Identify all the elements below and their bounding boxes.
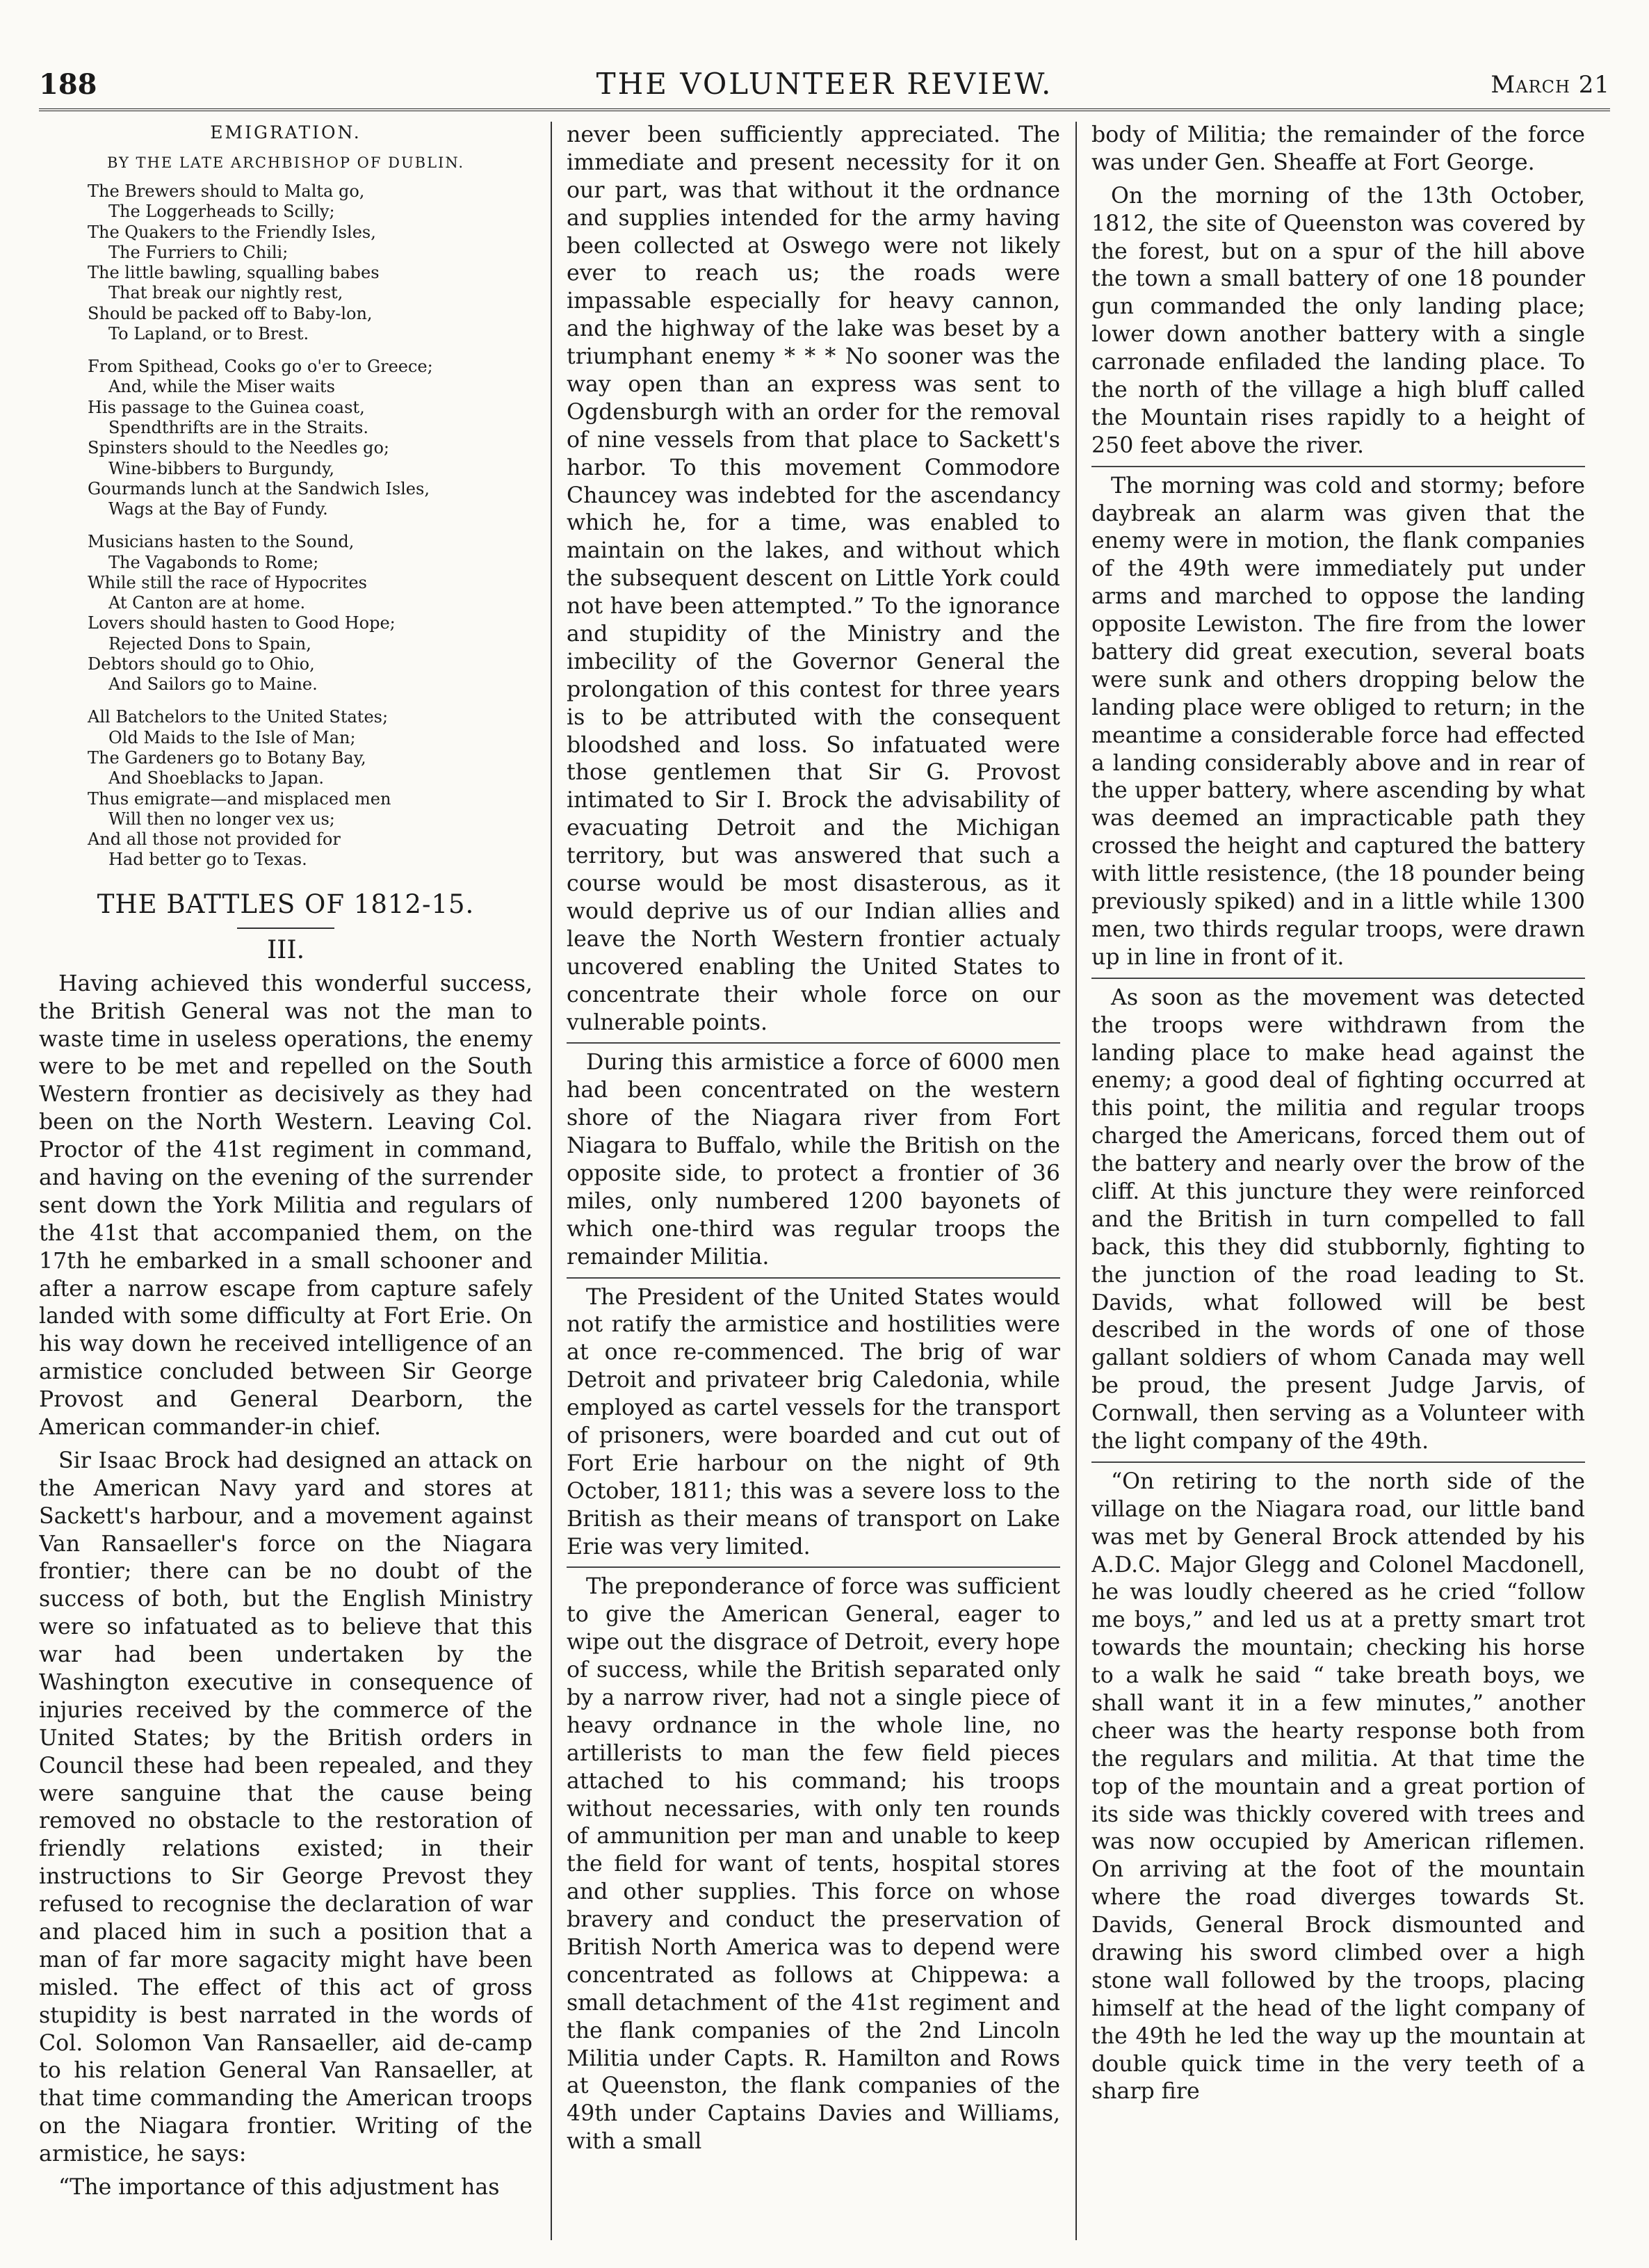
- poem-line: His passage to the Guinea coast,: [88, 397, 365, 417]
- poem-line: To Lapland, or to Brest.: [108, 323, 309, 343]
- poem-line: Thus emigrate—and misplaced men: [88, 788, 391, 809]
- poem-line: Wine-bibbers to Burgundy,: [108, 458, 335, 478]
- poem-line: Spendthrifts are in the Straits.: [108, 418, 368, 437]
- page-number: 188: [39, 68, 97, 101]
- poem-line: Will then no longer vex us;: [108, 809, 335, 829]
- poem-line: And Shoeblacks to Japan.: [108, 768, 325, 788]
- poem-line: Musicians hasten to the Sound,: [88, 532, 355, 552]
- poem-line: The Quakers to the Friendly Isles,: [88, 222, 376, 242]
- poem-stanza: [39, 532, 533, 695]
- column-divider: [551, 122, 552, 2240]
- article-paragraph: “On retiring to the north side of the village on the Niagara road, our little band was met by General Brock attended by his A.D.C. Major Glegg and Colonel Macdonell, he was loudly cheered as he cried “follow me boys,” and led us at a pretty smart trot towards the mountain; checking his horse to a walk he said “ take breath boys, we shall want it in a few minutes,” another cheer was the hearty response both from the regulars and militia. At that time the top of the mountain and a great portion of its side was thickly covered with trees and was now occupied by American riflemen. On arriving at the foot of the mountain where the road diverges towards St. Davids, General Brock dismounted and drawing his sword climbed over a high stone wall followed by the troops, placing himself at the head of the light company of the 49th he led the way up the mountain at double quick time in the very teeth of a sharp fire: [1091, 1461, 1585, 2106]
- poem-body: [39, 181, 533, 870]
- poem-line: Debtors should go to Ohio,: [88, 654, 315, 674]
- poem-line: And, while the Miser waits: [108, 377, 335, 397]
- article-paragraph: Having achieved this wonderful success, the British General was not the man to waste time in useless operations, the enemy were to be met and repelled on the South Western frontier as decisively as they had been on the North Western. Leaving Col. Proctor of the 41st regiment in command, and having on the evening of the surrender sent down the York Militia and regulars of the 41st that accompanied them, on the 17th he embarked in a small schooner and after a narrow escape from capture safely landed with some difficulty at Fort Erie. On his way down he received intelligence of an armistice concluded between Sir George Provost and General Dearborn, the American commander-in chief.: [39, 971, 533, 1440]
- article-paragraph: During this armistice a force of 6000 men had been concentrated on the western shore of the Niagara river from Fort Niagara to Buffalo, while the British on the opposite side, to protect a frontier of 36 miles, only numbered 1200 bayonets of which one-third was regular troops the remainder Militia.: [567, 1042, 1060, 1271]
- poem-line: The little bawling, squalling babes: [88, 263, 380, 283]
- poem-line: Had better go to Texas.: [108, 850, 307, 870]
- journal-title: THE VOLUNTEER REVIEW.: [596, 67, 1053, 101]
- title-rule: [237, 928, 334, 929]
- poem-line: The Loggerheads to Scilly;: [108, 202, 335, 222]
- poem-line: Spinsters should to the Needles go;: [88, 438, 390, 458]
- poem-line: The Furriers to Chili;: [108, 242, 289, 262]
- poem-line: From Spithead, Cooks go o'er to Greece;: [88, 357, 433, 377]
- poem-line: Wags at the Bay of Fundy.: [108, 499, 328, 519]
- article-paragraph: As soon as the movement was detected the troops were withdrawn from the landing place to make head against the enemy; a good deal of fighting occurred at this point, the militia and regular troops charged the Americans, forced them out of the battery and nearly over the brow of the cliff. At this juncture they were reinforced and the British in turn compelled to fall back, this they did stubbornly, fighting to the junction of the road leading to St. Davids, what followed will be best described in the words of one of those gallant soldiers of whom Canada may well be proud, the present Judge Jarvis, of Cornwall, then serving as a Volunteer with the light company of the 49th.: [1091, 978, 1585, 1456]
- column-1: [39, 122, 533, 2240]
- poem-stanza: [39, 357, 533, 519]
- poem-line: At Canton are at home.: [108, 593, 306, 613]
- poem-stanza: [39, 707, 533, 870]
- poem-line: Lovers should hasten to Good Hope;: [88, 613, 396, 633]
- article-paragraph: “The importance of this adjustment has: [58, 2175, 500, 2201]
- column-2-text: [567, 122, 1060, 2156]
- poem-line: The Gardeners go to Botany Bay,: [88, 747, 366, 768]
- column-divider: [1075, 122, 1077, 2240]
- article-paragraph: The President of the United States would not ratify the armistice and hostilities were at once re-commenced. The brig of war Detroit and privateer brig Caledonia, while employed as cartel vessels for the transport of prisoners, were boarded and cut out of Fort Erie harbour on the night of 9th October, 1811; this was a severe loss to the British as their means of transport on Lake Erie was very limited.: [567, 1277, 1060, 1562]
- article-paragraph: never been sufficiently appreciated. The immediate and present necessity for it on our part, was that without it the ordnance and supplies intended for the army having been collected at Oswego were not likely ever to reach us; the roads were impassable especially for heavy cannon, and the highway of the lake was beset by a triumphant enemy * * * No sooner was the way open than an express was sent to Ogdensburgh with an order for the removal of nine vessels from that place to Sackett's harbor. To this movement Commodore Chauncey was indebted for the ascendancy which he, for a time, was enabled to maintain on the lakes, and without which the subsequent descent on Little York could not have been attempted.” To the ignorance and stupidity of the Ministry and the imbecility of the Governor General the prolongation of this contest for three years is to be attributed with the consequent bloodshed and loss. So infatuated were those gentlemen that Sir G. Provost intimated to Sir I. Brock the advisability of evacuating Detroit and the Michigan territory, but was answered that such a course would be most disasterous, as it would deprive us of our Indian allies and leave the North Western frontier actualy uncovered enabling the United States to concentrate their whole force on our vulnerable points.: [567, 122, 1060, 1035]
- poem-line: And all those not provided for: [88, 829, 341, 850]
- column-3: [1091, 122, 1585, 2240]
- article-paragraph: On the morning of the 13th October, 1812, the site of Queenston was covered by the forest, but on a spur of the hill above the town a small battery of one 18 pounder gun commanded the only landing place; lower down another battery with a single carronade enfiladed the landing place. To the north of the village a high bluff called the Mountain rises rapidly to a height of 250 feet above the river.: [1091, 183, 1585, 458]
- poem-line: The Vagabonds to Rome;: [108, 552, 319, 572]
- article-paragraph: Sir Isaac Brock had designed an attack on the American Navy yard and stores at Sackett's harbour, and a movement against Van Ransaeller's force on the Niagara frontier; there can be no doubt of the success of both, but the English Ministry were so infatuated as to believe that this war had been undertaken by the Washington executive in consequence of injuries received by the commerce of the United States; by the British orders in Council these had been repealed, and they were sanguine that the cause being removed no obstacle to the restoration of friendly relations existed; in their instructions to Sir George Prevost they refused to recognise the declaration of war and placed him in such a position that a man of far more sagacity might have been misled. The effect of this act of gross stupidity is best narrated in the words of Col. Solomon Van Ransaeller, aid de-camp to his relation General Van Ransaeller, at that time commanding the American troops on the Niagara frontier. Writing of the armistice, he says:: [39, 1448, 533, 2167]
- poem-line: Old Maids to the Isle of Man;: [108, 727, 356, 747]
- article-paragraph: body of Militia; the remainder of the force was under Gen. Sheaffe at Fort George.: [1091, 122, 1585, 175]
- poem-line: That break our nightly rest,: [108, 283, 343, 303]
- column-1-text: [39, 971, 533, 2202]
- article-paragraph: The morning was cold and stormy; before daybreak an alarm was given that the enemy were in motion, the flank companies of the 49th were immediately put under arms and marched to oppose the landing opposite Lewiston. The fire from the lower battery did great execution, several boats were sunk and others dropping below the landing place were obliged to return; in the meantime a considerable force had effected a landing considerably above and in rear of the upper battery, where ascending by what was deemed an impracticable path they crossed the height and captured the battery with little resistence, (the 18 pounder being previously spiked) and in a little while 1300 men, two thirds regular troops, were drawn up in line in front of it.: [1091, 466, 1585, 972]
- section-number: III.: [266, 936, 305, 965]
- article-title: THE BATTLES OF 1812-15.: [97, 889, 475, 919]
- issue-date: March 21: [1490, 71, 1610, 99]
- poem-title: EMIGRATION.: [210, 122, 362, 143]
- poem-line: Rejected Dons to Spain,: [108, 633, 311, 654]
- poem-line: Should be packed off to Baby-lon,: [88, 303, 373, 323]
- poem-stanza: [39, 181, 533, 344]
- poem-line: Gourmands lunch at the Sandwich Isles,: [88, 478, 430, 499]
- poem-byline: BY THE LATE ARCHBISHOP OF DUBLIN.: [106, 154, 465, 171]
- poem-line: All Batchelors to the United States;: [88, 707, 389, 727]
- poem-line: The Brewers should to Malta go,: [88, 181, 365, 202]
- article-paragraph: The preponderance of force was sufficient to give the American General, eager to wipe out the disgrace of Detroit, every hope of success, while the British separated only by a narrow river, had not a single piece of heavy ordnance in the whole line, no artillerists to man the few field pieces attached to his command; his troops without necessaries, with only ten rounds of ammunition per man and unable to keep the field for want of tents, hospital stores and other supplies. This force on whose bravery and conduct the preservation of British North America was to depend were concentrated as follows at Chippewa: a small detachment of the 41st regiment and the flank companies of the 2nd Lincoln Militia under Capts. R. Hamilton and Rows at Queenston, the flank companies of the 49th under Captains Davies and Williams, with a small: [567, 1566, 1060, 2156]
- poem-line: While still the race of Hypocrites: [88, 572, 367, 592]
- column-3-text: [1091, 122, 1585, 2106]
- column-2: [567, 122, 1060, 2240]
- poem-line: And Sailors go to Maine.: [108, 674, 318, 695]
- page-header: [39, 64, 1610, 111]
